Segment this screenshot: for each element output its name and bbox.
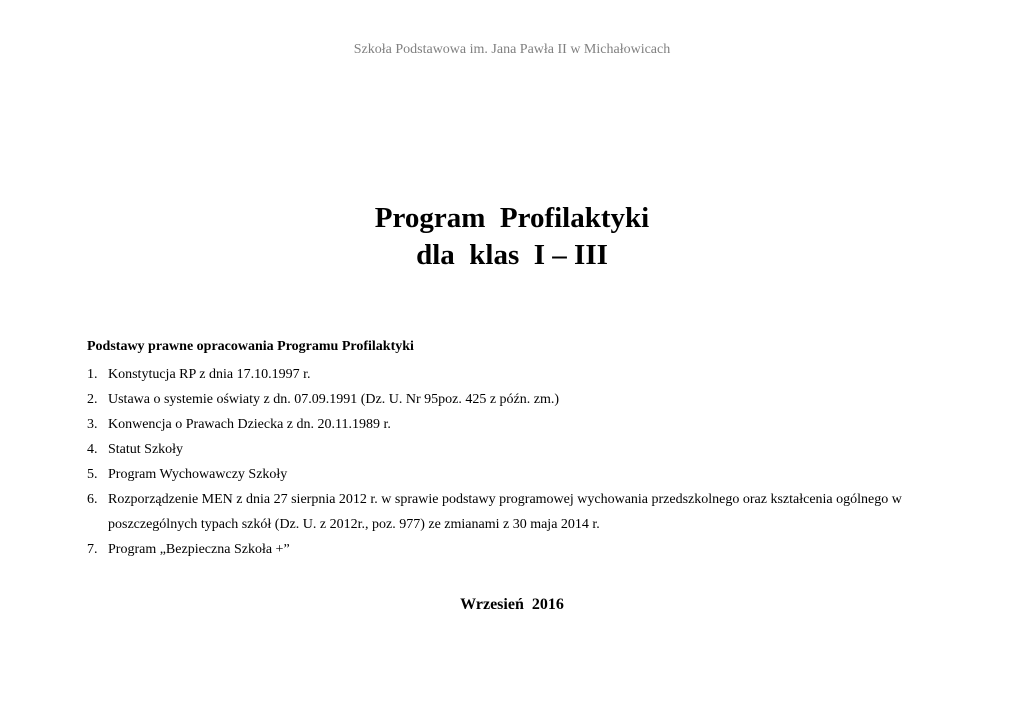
document-title bbox=[0, 200, 1024, 274]
list-item bbox=[87, 362, 947, 387]
list-item bbox=[87, 487, 947, 537]
list-item bbox=[87, 387, 947, 412]
list-item-number: 6. bbox=[87, 492, 98, 507]
list-item bbox=[87, 537, 947, 562]
title-line-2: dla klas I – III bbox=[416, 239, 608, 271]
list-item-text: Program „Bezpieczna Szkoła +” bbox=[108, 542, 290, 557]
list-item bbox=[87, 462, 947, 487]
list-item-text: Ustawa o systemie oświaty z dn. 07.09.1991 (Dz. U. Nr 95poz. 425 z późn. zm.) bbox=[108, 392, 560, 407]
list-item-number: 7. bbox=[87, 542, 98, 557]
list-item-number: 3. bbox=[87, 417, 98, 432]
school-name-header: Szkoła Podstawowa im. Jana Pawła II w Michałowicach bbox=[353, 42, 671, 57]
legal-basis-list bbox=[87, 362, 947, 562]
legal-basis-heading: Podstawy prawne opracowania Programu Profilaktyki bbox=[87, 339, 414, 354]
list-item-number: 2. bbox=[87, 392, 98, 407]
title-line-1: Program Profilaktyki bbox=[374, 202, 650, 234]
list-item bbox=[87, 412, 947, 437]
list-item-number: 4. bbox=[87, 442, 98, 457]
list-item-number: 1. bbox=[87, 367, 98, 382]
list-item-text: Rozporządzenie MEN z dnia 27 sierpnia 2012 r. w sprawie podstawy programowej wychowania przedszkolnego oraz kształcenia ogólnego w poszczególnych typach szkół (Dz. U. z 2012r., poz. 977) ze zmianami z 30 maja 2014 r. bbox=[108, 492, 902, 532]
list-item-number: 5. bbox=[87, 467, 98, 482]
list-item-text: Program Wychowawczy Szkoły bbox=[108, 467, 288, 482]
document-date: Wrzesień 2016 bbox=[460, 596, 564, 613]
list-item-text: Konstytucja RP z dnia 17.10.1997 r. bbox=[108, 367, 311, 382]
list-item bbox=[87, 437, 947, 462]
list-item-text: Konwencja o Prawach Dziecka z dn. 20.11.1989 r. bbox=[108, 417, 391, 432]
list-item-text: Statut Szkoły bbox=[108, 442, 184, 457]
